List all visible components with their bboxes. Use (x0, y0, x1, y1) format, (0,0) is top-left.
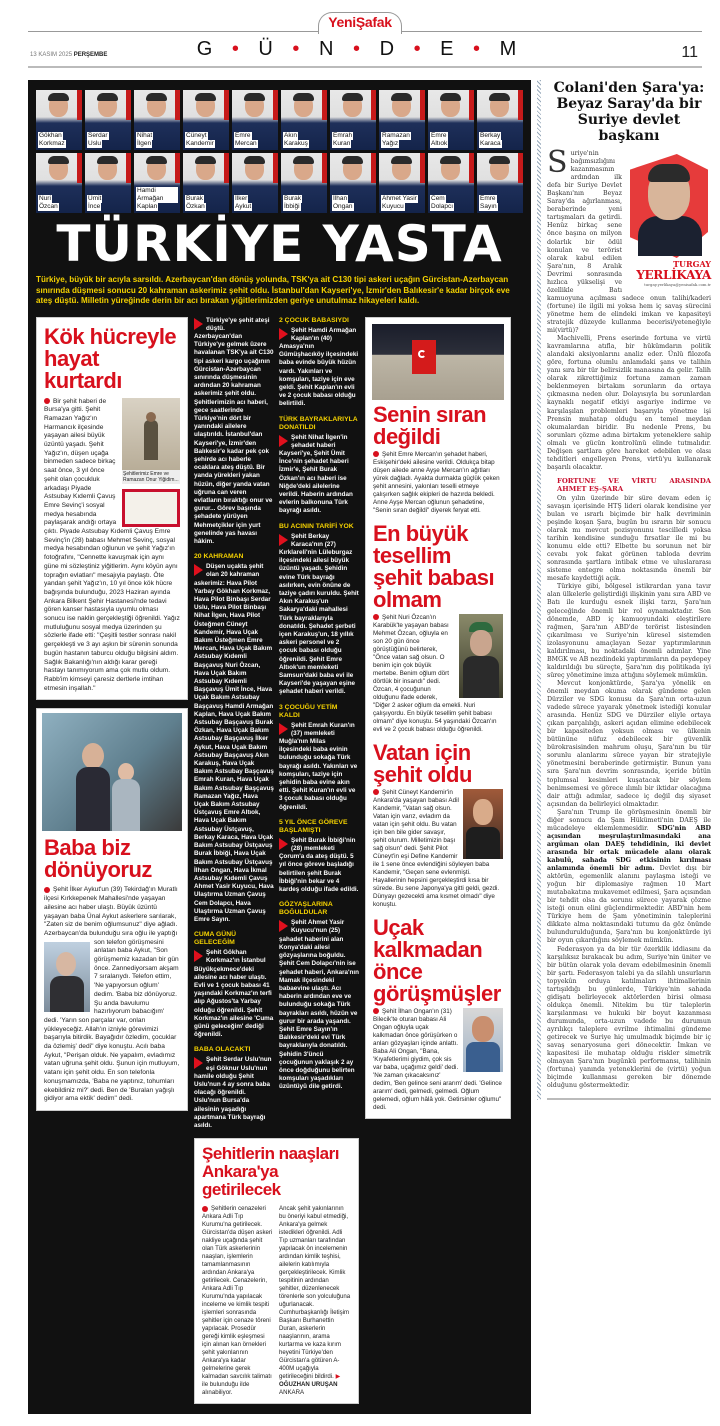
photo-caption: Şehitlerimiz Emre ve Ramazan Onur Yiğidim... (123, 470, 179, 483)
family-photo (42, 713, 182, 831)
news-brief (279, 416, 359, 516)
column-three (279, 317, 359, 1131)
story-body: Bir şehit haberi de Bursa'ya gitti. Şehit Ramazan Yağız'ın Harmancık ilçesinde yaşayan ailesi büyük üzüntü yaşadı. Şehit Yağız'ın, düşen uçağa binmeden sadece birkaç saat önce, 3 yıl önce şehit olan çocukluk arkadaşı Piyade Astsubay Kıdemli Çavuş Emre Sevinç'i sosyal medya hesabında paylaşarak andığı ortaya çıktı. Piyade Astsubay Kıdemli Çavuş Emre Sevinç'in (28) babası Mehmet Sevinç, sosyal medya hesabından oğlunun ve şehit Yağız'ın fotoğrafını, "Cennette kavuşmak için aynı güne mi sözleştiniz yiğitlerim. Aynı köyün aynı toprağın evlatları" mesajıyla paylaştı. Öte yandan şehit Yağız'ın, 10 yıl önce kök hücre bağışında bulunduğu, 2023 Haziran ayında Ankara Bilkent Şehir Hastanesi'nde tedavi gören kanser hastasıyla uyumlu olması sonucu ise naklin gerçekleştiği öğrenildi. Yağız mutluluğunu sosyal medya üzerinden şu sözlerle ifade etti: "Çeşitli testler sonrası nakil gerçekleşti ve 3 ayı aşkın bir sürenin sonunda bugün hastanın taburcu olduğu bilgisini aldım. Sağlık Bakanlığı'nın aldığı karar gereği hastayı tanımıyorum ama çok mutlu oldum. Rabb'im kimseyi çaresiz dertlerle imtihan etmesin inşallah." (44, 397, 180, 692)
certificate-photo (122, 489, 180, 527)
column-end-rule (547, 1098, 711, 1100)
brief-text: Şehit Serdar Uslu'nun eşi Göknur Uslu'nun hamile olduğu Şehit Uslu'nun 4 ay sonra baba olacağı öğrenildi. Uslu'nun Bursa'da ailesinin yaşadığı apartmana Türk bayrağı asıldı. (194, 1056, 272, 1129)
opinion-paragraph: Federasyon ya da bir tür özerklik iddiasını da karşılıksız bırakacak bu adım, Suriye'nin üniter ve bir bütün olarak yola devam edebilmesinin önemli bir şartı. Federasyon talebi ya da silahlı unsurların topyekûn orduya katılmaları ihtimallerinin tartışıldığı bu günlerde, Türkiye'nin sahada gidişatı belirleyecek aktörlerden birisi olması oldukça önemli. Nitekim bu tür taleplerin karşılanması ve hukuki bir boyut kazanması durumunda, orta-uzun vadede bu durumun ayrılıkçı taleplere evrilme ihtimalini gündeme getirecek ve Suriye hiç umulmadık biçimde bir iç savaş senaryosuna geri dönecektir. İmkan ve kapasitesi ile muhatap olduğu riskler simetrik olmayan Şara'nın bugünkü performansı, talihinin (fortuna) yanında yeteneklerini de (virtü) yoğun biçimde kullanması gereken bir dönemde olduğunu göstermektedir. (547, 945, 711, 1090)
news-brief (194, 553, 274, 924)
arrow-icon (279, 328, 288, 340)
story-title: Baba biz dönüyoruz (44, 835, 152, 883)
brief-heading: 20 KAHRAMAN (194, 553, 244, 561)
story-body: Şehitlerin cenazeleri Ankara Adli Tıp Kurumu'na getirilecek. Gürcistan'da düşen askeri nakliye uçağında şehit olan Türk askerlerinin naaşları, işlemlerin tamamlanmasının ardından Ankara'ya getirilecek. Cenazelerin, Ankara Adli Tıp Kurumu'nda yapılacak inceleme ve kimlik tespiti işlemleri sonrasında şehitler için cenaze töreni yapılacak. Prosedür gereği kimlik eşleşmesi için alınan kan örnekleri şehit yakınlarının Ankara'ya kadar gelmelerine gerek kalmadan savcılık talimatı ile bulunduğu ilde alınabiliyor. (202, 1205, 273, 1397)
story-photos (122, 398, 180, 527)
opinion-column (541, 80, 711, 1100)
opinion-paragraph: uriye'nin bağımsızlığını kazanmasının ardından ilk defa bir Suriye Devlet Başkanı'nın Beyaz Saray'da ağırlanması, beraberinde yeni tartışmaları da getirdi. Henüz birkaç sene önce başına on milyon dolarlık bir ödül konulan ve terörist olarak kabul edilen Şara'nın, 8 Aralık Devrimi sonrasında hızlıca yükselişi ve özellikle Batı kamuoyuna açılması sadece onun talihi/kaderi (fortune) ile ilgili mi yoksa hem iç savaş sürecini yönetme hem de elindeki imkan ve kapasiteyi stratejik düzeyde kullanma becerisi/yeteneğiyle mi(virtü)? (547, 150, 711, 335)
martyr-name: Ahmet Yasir Kuyucu (382, 195, 417, 210)
flag-icon (518, 90, 523, 120)
feature-background (28, 80, 531, 1414)
martyr-name: Serdar Uslu (88, 132, 108, 147)
brief-text: Şehit Berkay Karaca'nın (27) Kırklareli'nin Lüleburgaz ilçesindeki ailesi büyük üzüntü yaşadı. Şehidin evine Türk bayrağı asılırken, evin önüne de taziye çadırı kuruldu. Şehit Akın Karakuş'un Sakarya'daki mahallesi Türk bayraklarıyla donatıldı. Şehadet şerbeti içen Karakuş'un, 18 yıllık askeri personel ve 2 çocuk babası olduğu öğrenildi. Şehit Emre Altıok'un memleketi Samsun'daki baba evi ile Kayseri'de yaşayan eşine şehadet haberi verildi. (279, 532, 359, 696)
story-card-naaslar (194, 1138, 359, 1404)
brief-text: Şehit Nihat İlgen'in şehadet haberi Kayseri'ye, Şehit Ümit İnce'nin şehadet haberi İzmir'e, Şehit Burak Özkan'ın acı haberi ise Niğde'deki ailelerine verildi. Haberin ardından evlerin balkonuna Türk bayrağı asıldı. (279, 433, 353, 515)
page-body (0, 72, 720, 1426)
flag-icon (322, 153, 327, 183)
byline-name: OĞUZHAN URUŞAN (279, 1381, 338, 1389)
brief-columns (194, 317, 359, 1131)
martyr-name: Akın Karakuş (284, 132, 308, 147)
issue-date: 13 KASIM 2025 PERŞEMBE (30, 52, 108, 58)
martyr-name: Emre Sayın (480, 195, 497, 210)
martyr-name: Emre Mercan (235, 132, 257, 147)
story-title: Senin sıran değildi (373, 401, 487, 449)
flag-icon (420, 153, 425, 183)
opinion-paragraph: Türkiye gibi, bölgesel istikrardan yana tavır alan ülkelerle geliştirdiği ilişkinin yanı sıra ABD ve Batı ile kurduğu esnek ilişki tarzı, Şara'nın geleceğinde önemli bir rol oynamaktadır. Son dönemde, ABD iç kamuoyundaki eleştirilere rağmen, Şara'nın ABD'de terörist listesinden çıkarılması ve Suriye'nin küresel sistemden izolasyonunu amaçlayan Sezar yaptırımlarının kaldırılması, bu noktadaki önemli adımlar. Yine BMGK ve AB nezdindeki yaptırımların da peydepey kaldırıldığı bu süreçte, Şara'nın dış politikada iyi süreç yönetimine imza attığını söylemek mümkün. (547, 583, 711, 679)
father-photo (44, 942, 90, 1012)
brief-heading: BABA OLACAKTI (194, 1046, 251, 1054)
martyr-photo-card (183, 153, 229, 213)
brief-text: Şehit Hamdi Armağan Kaplan'ın (40) Amasya'nın Gümüşhacıköy ilçesindeki baba evinde büyük hüzün vardı. Yakınları ve komşuları, taziye için eve geldi. Şehit Kaplan'ın evli ve 2 çocuk babası olduğu belirtildi. (279, 326, 359, 408)
brief-heading: 2 ÇOCUK BABASIYDI (279, 316, 349, 324)
martyr-name: Berkay Karaca (480, 132, 501, 147)
main-lead: Türkiye, büyük bir acıyla sarsıldı. Azerbaycan'dan dönüş yolunda, TSK'ya ait C130 tipi askeri uçağın Gürcistan-Azerbaycan sınırında düşmesi sonucu 20 kahraman askerimiz şehit oldu. İstanbul'dan Kayseri'ye, İzmir'den Balıkesir'e kadar birçok eve ateş düştü. Milletin yüreğinde derin bir acı bırakan yiğitlerimizden geriye unutulmaz hikayeleri kaldı. (36, 275, 510, 305)
martyr-photo-card (477, 90, 523, 150)
news-brief (194, 931, 274, 1039)
flag-icon (224, 153, 229, 183)
news-brief (279, 819, 359, 894)
section-letter: G (196, 38, 220, 60)
news-brief (279, 704, 359, 812)
author-box (626, 154, 711, 287)
flag-icon (273, 90, 278, 120)
decorative-stripe (537, 80, 541, 1100)
soldier-photo (122, 398, 180, 470)
flag-icon (420, 90, 425, 120)
martyr-name: İlker Aykut (235, 195, 252, 210)
brief-heading: 5 YIL ÖNCE GÖREVE BAŞLAMIŞTI (279, 818, 348, 834)
news-brief (194, 1046, 274, 1130)
martyr-name: Hamdi Armağan Kaplan (136, 187, 178, 211)
martyr-photo-card (232, 153, 278, 213)
martyr-name: Cüneyt Kandemir (186, 132, 214, 147)
martyr-photo-card (330, 90, 376, 150)
story-title: Şehitlerin naaşları Ankara'ya getirilecek (202, 1144, 339, 1200)
page-number: 11 (681, 44, 698, 61)
news-brief (279, 317, 359, 409)
martyr-photo-card (134, 90, 180, 150)
arrow-icon (279, 723, 288, 735)
bullet-icon (373, 451, 379, 457)
martyr-photo-card (36, 90, 82, 150)
section-title: G • Ü • N • D • E • M (196, 38, 524, 60)
martyr-photo-card (477, 153, 523, 213)
arrow-icon (194, 1057, 203, 1069)
flag-icon (273, 153, 278, 183)
brief-text: Şehit Burak İbbiği'nin (28) memleketi Çorum'a da ateş düştü. 5 yıl önce göreve başladığı belirtilen şehit Burak İbbiği'nin bekar ve 4 kardeş olduğu ifade edildi. (279, 836, 359, 894)
flag-icon (175, 153, 180, 183)
martyr-photo-card (379, 90, 425, 150)
author-first-name: TURGAY (673, 259, 711, 269)
story-title: Vatan için şehit oldu (373, 739, 472, 787)
martyr-name: Emrah Kuran (333, 132, 353, 147)
arrow-icon: ▶ (335, 1373, 341, 1381)
opinion-body (547, 145, 711, 1090)
story-card-baba-biz (36, 708, 188, 1111)
brief-heading: TÜRK BAYRAKLARIYLA DONATILDI (279, 415, 358, 431)
martyr-photo-card (183, 90, 229, 150)
story-card-kok-hucre (36, 317, 188, 701)
martyr-name: Emre Altıok (431, 132, 448, 147)
story-title: Kök hücreyle hayat kurtardı (44, 323, 177, 393)
drop-cap: S (547, 145, 568, 180)
arrow-icon (194, 950, 203, 962)
middle-area (194, 317, 359, 1405)
flag-icon (175, 90, 180, 120)
martyr-name: İlhan Ongan (333, 195, 353, 210)
bullet-icon (373, 614, 379, 620)
martyr-name: Burak İbbiği (284, 195, 301, 210)
brief-text: Şehit Gökhan Korkmaz'ın İstanbul Büyükçekmece'deki ailesine acı haber ulaştı. Evli ve 1 çocuk babası 41 yaşındaki Korkmaz'ın terfi alıp Ağustos'ta Yarbay olduğu öğrenildi. Şehit Korkmaz'ın ailesine 'Cuma günü geleceğim' dediği öğrenildi. (194, 949, 274, 1039)
father-photo (459, 614, 503, 698)
martyr-photo-card (36, 153, 82, 213)
martyr-photo-card (85, 90, 131, 150)
martyr-name: Burak Özkan (186, 195, 205, 210)
martyr-photo-card (330, 153, 376, 213)
father-photo (463, 1008, 503, 1072)
story-body: Şehit İlker Aykut'un (39) Tekirdağ'ın Muratlı ilçesi Kırkkepenek Mahallesi'nde yaşayan ailesine acı haber ulaştı. Büyük üzüntü yaşayan baba Ünal Aykut askerlere sarılarak, "Zaten siz de benim oğlumsunuz" diye ağladı. Azerbaycan'da bulunduğu sıra oğlu ile yaptığı son telefon görüşmesini anlatan baba Aykut, "Son görüşmemiz kazadan bir gün önce. Zannediyorsam akşam 7 sıralarıydı. Telefon ettim, 'Ne yapıyorsun oğlum' dedim. 'Baba biz dönüyoruz. Şu anda bavulumu hazırlıyorum babacığım' dedi. 'Yarın son parçalar var, onları yükleyeceğiz. Allah'ın izniyle görevimizi başarıyla bitirdik. Bayağıdır özledim, çocuklar da özlemiş' dedi" diye konuştu. Acılı baba Aykut, "Perişan olduk. Ne yapalım, evladımız vatan uğruna şehit oldu. Şunun için mutluyum, vatanı için şehit oldu. En son telefonla konuşmamızda, 'Baba ne yaptınız, tohumları ekebildiniz mi?' dedi. Ben de 'Buraları yağışlı gidiyor ama ektik' dedim" dedi. (44, 886, 180, 1103)
story-columns (202, 1205, 351, 1397)
flag-icon (77, 90, 82, 120)
opinion-subheading: FORTUNE VE VİRTU ARASINDA AHMET EŞ-ŞARA (557, 476, 711, 493)
martyr-photo-card (428, 90, 474, 150)
flag-icon (371, 90, 376, 120)
brief-heading: GÖZYAŞLARINA BOĞULDULAR (279, 901, 333, 917)
bullet-icon (44, 887, 50, 893)
bullet-icon (44, 398, 50, 404)
opinion-paragraph: On yılın üzerinde bir süre devam eden iç savaşın içerisinde HTŞ lideri olarak kendisine yer bulan ve ısrarlı biçimde bir halk devriminin peşinde koşan Şara, bugün bu ısrarın bir sonucu olarak mı mevcut pozisyonunu tescilledi yoksa tarihin kendisine sunduğu fırsatlar ile mi bu konumu elde etti? Elbette bu sorunun net bir cevabı yok fakat görünen tabloda devrim sonrasında şartlara intibak etme ve uluslararası sisteme entegre olma noktasında önemli bir mesafe kaydettiği açık. (547, 494, 711, 583)
martyr-row (36, 90, 523, 150)
author-email: turgay.yerlikaya@yenisafak.com.tr (644, 282, 711, 287)
flag-icon (322, 90, 327, 120)
opinion-paragraph: Şara'nın Trump ile görüşmesinin önemli bir diğer sonucu da Şam Hükümeti'nin DAEŞ ile mücadeleye eklemlenmesidir. SDG'nin ABD açısından meşrulaştırılmasındaki ana argüman olan DAEŞ tehdidinin, iki devlet arasında bir ortak mücadele alanı olarak kabulü, sahada SDG etkisinin kırılması anlamında önemli bir adım. Devlet dışı bir aktörün, egemenlik alanını paylaşma isteği ve yoğun bir diplomasiye rağmen 10 Mart mutabakatına mukavemet edilmesi, Şara açısından bir tehdit olsa da sorunu sürece yayarak çözme isteği onun elini güçlendirmektedir. ABD'nin hem Türkiye hem de Şam yönetiminin taleplerini dikkate alma noktasındaki tutumu da göz önünde bulundurulduğunda, Şara'nın bu konjonktürde iyi bir oyun çıkardığını söylemek mümkün. (547, 808, 711, 945)
brief-text: Şehit Ahmet Yasir Kuyucu'nun (25) şahadet haberini alan Konya'daki ailesi gözyaşlarına boğuldu. Şehit Cem Dolapcı'nin ise şehadet haberi, Ankara'nın Mamak ilçesindeki babaevine ulaştı. Acı haberin ardından eve ve bulunduğu sokağa Türk bayrakları asıldı, hüzün ve gurur bir arada yaşandı. Şehit Emre Sayın'ın Balıkesir'deki evi Türk bayraklarıyla donatıldı. Şehidin 3'üncü çocuğunun yaklaşık 2 ay önce doğduğunu belirten komşuları yaşadıkları üzüntüyü dile getirdi. (279, 919, 359, 1091)
story-title: Uçak kalkmadan önce görüşmüşler (373, 914, 501, 1006)
news-brief (279, 523, 359, 697)
section-letter: M (499, 38, 524, 60)
martyr-photo-card (232, 90, 278, 150)
brief-heading: 3 ÇOCUĞU YETİM KALDI (279, 703, 338, 719)
column-one (36, 317, 188, 1111)
bullet-icon (202, 1206, 208, 1212)
section-letter: Ü (258, 38, 280, 60)
story-body: Şehit İlhan Ongan'ın (31) Bilecik'te oturan babası Ali Ongan oğluyla uçak kalkmadan önce görüşürken o anları gözyaşları içinde anlattı. Baba Ali Ongan, "Bana, 'Kıyafetlerimi giydim, çok sis var baba, uçağımız geldi' dedi. 'Ne zaman çıkacaksınız' dedim, 'Ben gelince seni ararım' dedi. 'Gelince ararım' dedi, gelmedi, gelmedi. Oğlum gelemedi, oğlum hâlâ yok. Getirsinler oğlumu" dedi. (373, 1007, 502, 1111)
main-headline: TÜRKİYE YASTA (56, 215, 503, 273)
martyr-photo-card (428, 153, 474, 213)
page-header (0, 0, 720, 72)
martyr-photo-card (281, 90, 327, 150)
brief-heading: CUMA GÜNÜ GELECEĞİM (194, 931, 237, 947)
story-column-white (365, 317, 511, 1119)
arrow-icon (279, 838, 288, 850)
column-two (194, 317, 274, 1131)
arrow-icon (279, 435, 288, 447)
martyr-name: Ramazan Yağız (382, 132, 410, 147)
flag-icon (126, 153, 131, 183)
opinion-paragraph: Machivelli, Prens eserinde fortuna ve virtü kavramlarına atıfla, bir hükümdarın politik alandaki aksiyonlarını analiz eder. Ünlü filozofa göre, fortuna olumlu anlamdaki şans ve talihin yanı sıra bir tür belirsizlik manasına da gelir. Talih olarak zikrettiğimiz fortuna zaman zaman beklenmeyen birtakım sorunların da ortaya çıkmasına neden olur. Dolayısıyla bu sorunlardan kaynaklı negatif etkiyi asgariye indirme ve karşılaşılan problemleri başarıyla yönetme işi Prensin muhatap olduğu en temel meydan okumalardan biridir. Bu nedenle Prens, bu sorunları çözme adına birtakım yeteneklere sahip olmalı ve gücün kontrolünü elinde tutmalıdır. Değişen şartlara göre hareket edebilen ve olası tehditleri engelleyen Prens, virtü'yu kullanarak başarılı olacaktır. (547, 335, 711, 471)
martyr-photo-card (85, 153, 131, 213)
flag-icon (126, 90, 131, 120)
flag-icon (518, 153, 523, 183)
opinion-title: Colani'den Şara'ya: Beyaz Saray'da bir Suriye devlet başkanı (553, 80, 705, 144)
brief-heading: BU ACININ TARİFİ YOK (279, 522, 354, 530)
flag-icon (371, 153, 376, 183)
news-brief (279, 901, 359, 1091)
brief-text: Türkiye'ye şehit ateşi düştü. Azerbaycan'dan Türkiye'ye gelmek üzere havalanan TSK'ya ait C130 tipi askeri kargo uçağının Gürcistan-Azerbaycan sınırında düşmesinin ardından 20 kahraman askerimiz şehit oldu. Şehitlerimizin acı haberi, gece saatlerinde Türkiye'nin dört bir yanındaki ailelere ulaştırıldı. İstanbul'dan Kayseri'ye, İzmir'den Balıkesir'e kadar pek çok şehirde acı haberle ocaklara ateş düştü. Bir yanda yürekleri yakan hüzün, diğer yanda vatan uğruna can veren evlatların bıraktığı onur ve gurur... Görev başında şehadete yürüyen Mehmetçikler için yurt genelinde yas havası hâkim. (194, 316, 274, 545)
header-rule-bottom (28, 66, 702, 68)
section-letter: E (440, 38, 461, 60)
flag-icon (469, 90, 474, 120)
byline-city: ANKARA (279, 1389, 305, 1397)
flag-icon (224, 90, 229, 120)
story-body: Şehit Cüneyt Kandemir'in Ankara'da yaşayan babası Adil Kandemir, "Vatan sağ olsun. Vatan için varız, evladım da vatan için şehit oldu. Bu vatan için ben bile gider savaşır, şehit olurum. Milletimizin başı sağ olsun" dedi. Şehit Pilot Cüneyt'in eşi Define Kandemir ile 1 sene önce evlendiğini söyleyen baba Kandemir, "Geçen sene evlenmişti. Hayallerinin hepsini gerçekleştirdi kısa bir sürede. Bu sene Japonya'ya gitti geldi, gezdi. Dünyayı gezecekti ama kısmet olmadı" diye konuştu. (373, 789, 503, 909)
martyr-photo-card (281, 153, 327, 213)
martyr-photo-card (134, 153, 180, 213)
flag-icon (469, 153, 474, 183)
martyr-name: Cem Dolapcı (431, 195, 454, 210)
bullet-icon (373, 789, 379, 795)
building-flag-photo (372, 324, 504, 400)
author-photo-frame (626, 154, 711, 260)
father-photo (463, 789, 503, 859)
brief-text: Düşen uçakta şehit olan 20 kahraman askerimiz: Hava Pilot Yarbay Gökhan Korkmaz, Hava Pilot Binbaşı Serdar Uslu, Hava Pilot Binbaşı Nihat İlgen, Hava Pilot Üsteğmen Cüneyt Kandemir, Hava Uçak Bakım Üsteğmen Emre Mercan, Hava Uçak Bakım Astsubay Kıdemli Başçavuş Nuri Özcan, Hava Uçak Bakım Astsubay Kıdemli Başçavuş Ümit İnce, Hava Uçak Bakım Astsubay Başçavuş Hamdi Armağan Kaplan, Hava Uçak Bakım Astsubay Başçavuş Burak Özkan, Hava Uçak Bakım Astsubay Başçavuş İlker Aykut, Hava Uçak Bakım Astsubay Başçavuş Akın Karakuş, Hava Uçak Bakım Astsubay Başçavuş Emrah Kuran, Hava Uçak Bakım Astsubay Başçavuş Ramazan Yağız, Hava Uçak Bakım Astsubay Üstçavuş Emre Altıok, Hava Uçak Bakım Astsubay Üstçavuş, Berkay Karaca, Hava Uçak Bakım Astsubay Üstçavuş Burak İbbiği, Hava Uçak Bakım Astsubay Üstçavuş İlhan Ongan, Hava İkmal Astsubay Kıdemli Çavuş Ahmet Yasir Kuyucu, Hava Ulaştırma Uzman Çavuş Cem Dolapcı, Hava Ulaştırma Uzman Çavuş Emre Sayın. (194, 563, 274, 923)
section-letter: D (379, 38, 402, 60)
story-grid (36, 317, 523, 1405)
arrow-icon (194, 564, 203, 576)
story-body: Şehit Emre Mercan'ın şehadet haberi, Eskişehir'deki ailesine verildi. Oldukça bitap düşen ailede anne Ayşe Mercan'ın ağıtları yürek dağladı. Ayakta durmakta güçlük çeken şehit annesini, yakınları teselli etmeye çalışırken sağlık ekipleri de hazırda bekledi. Anne Ayşe Mercan oğlunun şehadetine, "Senin sıran değildi" diyerek feryat etti. (373, 450, 500, 514)
martyr-name: Gökhan Korkmaz (39, 132, 65, 147)
martyr-photo-card (379, 153, 425, 213)
story-body: Ancak şehit yakınlarının bu öneriyi kabul etmediği, Ankara'ya gelmek istedikleri öğrenildi. Adli Tıp uzmanları tarafından yapılacak ön incelemenin ardından kimlik teşhisi, ailelerin katılımıyla gerçekleştirilecek. Kimlik tespitinin ardından şehitler, düzenlenecek törenlerle son yolculuğuna uğurlanacak. Cumhurbaşkanlığı İletişim Başkanı Burhanettin Duran, askerlerin naaşlarının, arama kurtarma ve kaza kırım heyetini Türkiye'den Gürcistan'a götüren A-400M uçağıyla getirileceğini bildirdi. ▶ OĞUZHAN URUŞAN ANKARA (279, 1205, 351, 1397)
author-last-name: YERLİKAYA (636, 268, 711, 282)
newspaper-logo: YeniŞafak (328, 14, 392, 30)
flag-icon (77, 153, 82, 183)
bullet-icon (373, 1008, 379, 1014)
martyr-row (36, 153, 523, 213)
martyr-photo-grid (36, 90, 523, 213)
martyr-name: Nihat İlgen (137, 132, 153, 147)
section-letter: N (318, 38, 341, 60)
arrow-icon (279, 920, 288, 932)
arrow-icon (194, 318, 203, 330)
story-title: En büyük tesellim şehit babası olmam (373, 520, 495, 612)
opinion-paragraph: Mevcut konjonktürde, Şara'ya yönelik en önemli meydan okuma olarak gündeme gelen Dürziler ve SDG konusu da Şara'nın orta-uzun vadede sürece yayarak yönetmek istediği konular arasında. Henüz SDG ve Dürziler eliyle ortaya çıkan parçalılığı, askeri açıdan elimine edebilecek bir kapasiteden yoksun olması ve ülkenin bütününe nüfuz edebilecek bir güvenlik bürokrasisinden mahrum oluşu, Şara'nın bu tür sorunlu alanlarını sürece yayan bir stratejiyle yönetmesini beraberinde getirmiştir. Bunun yanı sıra Şara'nın devrim sonrasında, içeride bütün toplumsal kesimleri kuşatacak bir söylem benimsemesi ve görece ılımlı bir iktidar olacağına dair attığı adımlar, sadece iç değil dış siyaset açısından da belirleyici olmaktadır. (547, 679, 711, 808)
news-brief (194, 317, 274, 547)
arrow-icon (279, 534, 288, 546)
martyr-name: Nuri Özcan (39, 195, 58, 210)
martyr-name: Ümit İnce (88, 195, 102, 210)
story-body: Şehit Nuri Özcan'ın Karabük'te yaşayan babası Mehmet Özcan, oğluyla en son 20 gün önce görüştüğünü belirterek, "Önce vatan sağ olsun. O benim için çok büyük mertebe. Benim oğlum dört dörtlük bir insandı" dedi. Özcan, 4 çocuğunun olduğunu ifade ederek, "Diğer 2 asker oğlum da emekli. Nuri çalışıyordu. En büyük tesellim şehit babası olmam" diye konuştu. 54 yaşındaki Özcan'ın evli ve 2 çocuk babası olduğu öğrenildi. (373, 614, 503, 734)
brief-text: Şehit Emrah Kuran'ın (37) memleketi Muğla'nın Milas ilçesindeki baba evinin bulunduğu sokağa Türk bayrağı asıldı. Yakınları ve komşuları, taziye için şehidin baba evine akın etti. Şehit Kuran'ın evli ve 3 çocuk babası olduğu öğrenildi. (279, 721, 358, 811)
